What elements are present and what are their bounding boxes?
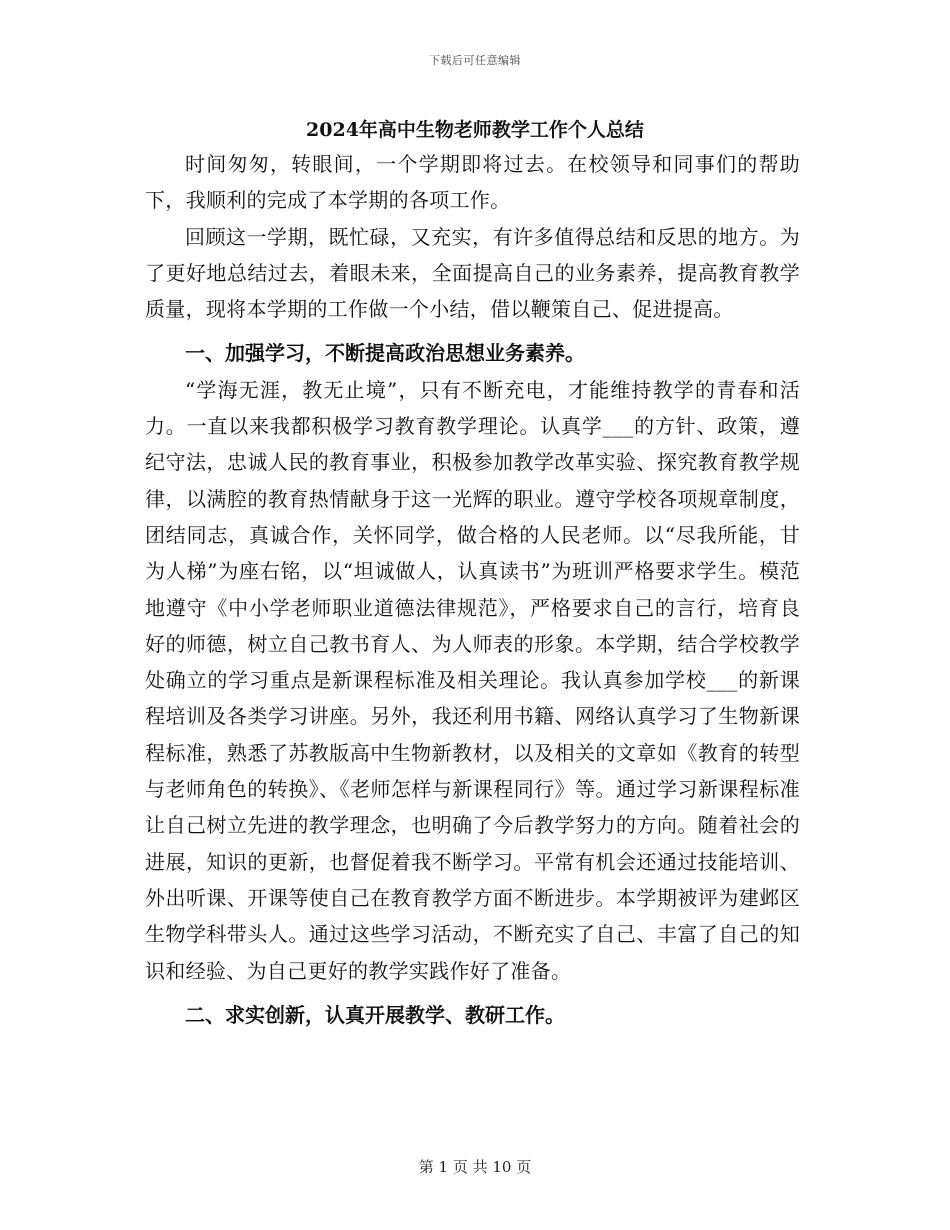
spacer bbox=[145, 989, 800, 997]
intro-paragraph: 时间匆匆，转眼间，一个学期即将过去。在校领导和同事们的帮助下，我顺利的完成了本学期的各项工作。 bbox=[145, 152, 800, 213]
document-body bbox=[145, 146, 800, 1033]
review-paragraph: 回顾这一学期，既忙碌，又充实，有许多值得总结和反思的地方。为了更好地总结过去，着眼未来，全面提高自己的业务素养，提高教育教学质量，现将本学期的工作做一个小结，借以鞭策自己、促进提高。 bbox=[145, 224, 800, 322]
spacer bbox=[145, 327, 800, 335]
section-heading-2: 二、求实创新，认真开展教学、教研工作。 bbox=[185, 1002, 565, 1027]
section-paragraph-1: “学海无涯，教无止境”，只有不断充电，才能维持教学的青春和活力。一直以来我都积极学习教育教学理论。认真学___的方针、政策，遵纪守法，忠诚人民的教育事业，积极参加教学改革实验、探究教育教学规律，以满腔的教育热情献身于这一光辉的职业。遵守学校各项规章制度，团结同志，真诚合作，关怀同学，做合格的人民老师。以“尽我所能，甘为人梯”为座右铭，以“坦诚做人，认真读书”为班训严格要求学生。模范地遵守《中小学老师职业道德法律规范》，严格要求自己的言行，培育良好的师德，树立自己教书育人、为人师表的形象。本学期，结合学校教学处确立的学习重点是新课程标准及相关理论。我认真参加学校___的新课程培训及各类学习讲座。另外，我还利用书籍、网络认真学习了生物新课程标准，熟悉了苏教版高中生物新教材，以及相关的文章如《教育的转型与老师角色的转换》、《老师怎样与新课程同行》等。通过学习新课程标准让自己树立先进的教学理念，也明确了今后教学努力的方向。随着社会的进展，知识的更新，也督促着我不断学习。平常有机会还通过技能培训、外出听课、开课等使自己在教育教学方面不断进步。本学期被评为建邺区生物学科带头人。通过这些学习活动，不断充实了自己、丰富了自己的知识和经验、为自己更好的教学实践作好了准备。 bbox=[145, 377, 800, 983]
section-heading-1: 一、加强学习，不断提高政治思想业务素养。 bbox=[185, 341, 585, 366]
header-note: 下载后可任意编辑 bbox=[429, 54, 521, 67]
page-number-footer: 第 1 页 共 10 页 bbox=[418, 1158, 532, 1176]
document-title: 2024年高中生物老师教学工作个人总结 bbox=[306, 119, 644, 141]
